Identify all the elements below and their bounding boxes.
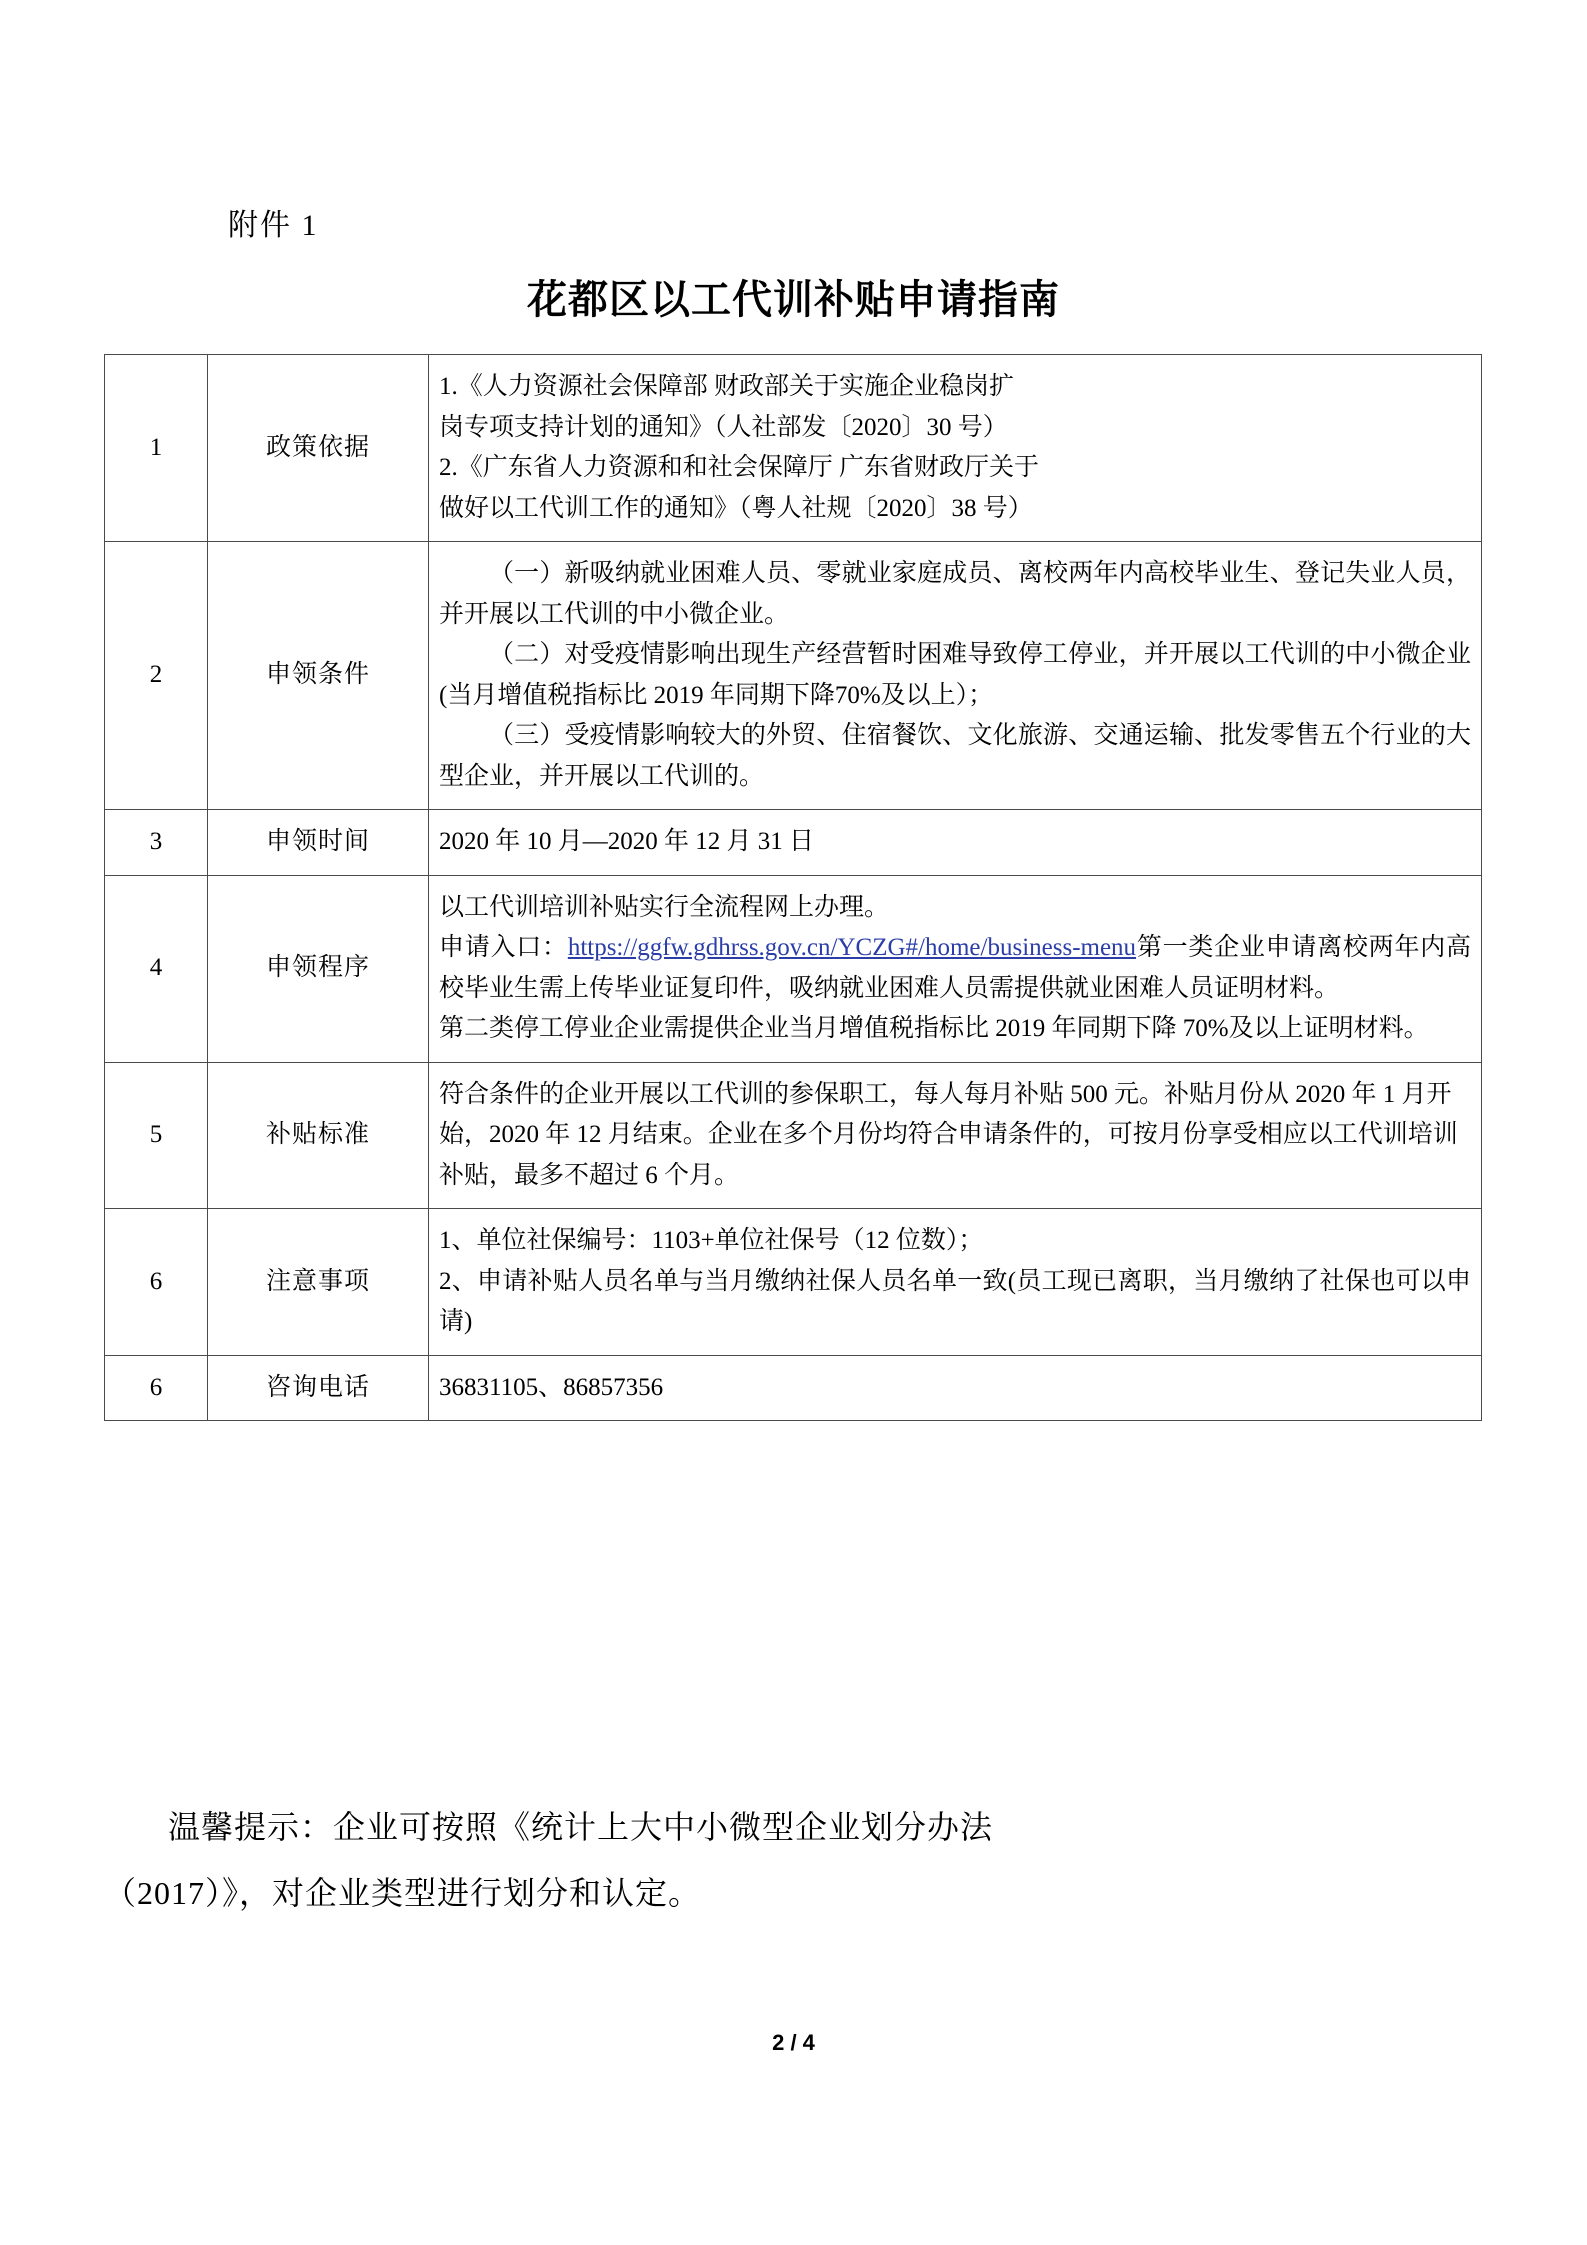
row-number: 5 <box>105 1062 208 1209</box>
row-content: 36831105、86857356 <box>429 1355 1482 1421</box>
table-row <box>105 1209 1482 1356</box>
row-number: 2 <box>105 542 208 810</box>
table-row <box>105 875 1482 1062</box>
row-number: 6 <box>105 1209 208 1356</box>
content-paragraph: （一）新吸纳就业困难人员、零就业家庭成员、离校两年内高校毕业生、登记失业人员，并开展以工代训的中小微企业。 <box>439 560 1471 628</box>
guide-table <box>104 354 1482 1421</box>
page-number: 2 / 4 <box>772 2030 815 2055</box>
row-label: 注意事项 <box>208 1209 429 1356</box>
content-line: 以工代训培训补贴实行全流程网上办理。 <box>439 893 890 921</box>
row-number: 1 <box>105 355 208 542</box>
row-content: 符合条件的企业开展以工代训的参保职工，每人每月补贴 500 元。补贴月份从 2020 年 1 月开始，2020 年 12 月结束。企业在多个月份均符合申请条件的，可按月份享受相应以工代训培训补贴，最多不超过 6 个月。 <box>429 1062 1482 1209</box>
warm-tip-line-1: 温馨提示：企业可按照《统计上大中小微型企业划分办法 <box>168 1809 994 1845</box>
table-row <box>105 1355 1482 1421</box>
row-label: 政策依据 <box>208 355 429 542</box>
row-number: 3 <box>105 810 208 876</box>
page-title: 花都区以工代训补贴申请指南 <box>527 277 1060 322</box>
row-content <box>429 875 1482 1062</box>
content-line: 2.《广东省人力资源和和社会保障厅 广东省财政厅关于 <box>439 454 1040 481</box>
application-entry-link[interactable]: https://ggfw.gdhrss.gov.cn/YCZG#/home/business-menu <box>567 934 1137 961</box>
warm-tip <box>104 1795 1482 1926</box>
row-label: 补贴标准 <box>208 1062 429 1209</box>
content-line-with-link <box>439 928 1471 1009</box>
content-line: 岗专项支持计划的通知》（人社部发〔2020〕30 号） <box>439 413 1008 441</box>
row-content <box>429 542 1482 810</box>
content-line: 2、申请补贴人员名单与当月缴纳社保人员名单一致(员工现已离职，当月缴纳了社保也可以申请) <box>439 1267 1471 1335</box>
content-line: 1.《人力资源社会保障部 财政部关于实施企业稳岗扩 <box>439 373 1015 400</box>
row-number: 4 <box>105 875 208 1062</box>
row-label: 申领时间 <box>208 810 429 876</box>
row-content <box>429 355 1482 542</box>
row-content <box>429 1209 1482 1356</box>
table-row <box>105 1062 1482 1209</box>
row-content: 2020 年 10 月—2020 年 12 月 31 日 <box>429 810 1482 876</box>
content-paragraph: （三）受疫情影响较大的外贸、住宿餐饮、文化旅游、交通运输、批发零售五个行业的大型企业，并开展以工代训的。 <box>439 722 1471 790</box>
row-label: 申领程序 <box>208 875 429 1062</box>
content-line: 1、单位社保编号：1103+单位社保号（12 位数）； <box>439 1227 984 1254</box>
entry-label: 申请入口： <box>439 934 568 961</box>
row-label: 申领条件 <box>208 542 429 810</box>
row-label: 咨询电话 <box>208 1355 429 1421</box>
table-row <box>105 542 1482 810</box>
table-row <box>105 810 1482 876</box>
table-row <box>105 355 1482 542</box>
attachment-label: 附件 1 <box>228 209 319 242</box>
row-number: 6 <box>105 1355 208 1421</box>
entry-suffix: 第一类企业申请离校两年内高校毕业生需上传毕业证复印件，吸纳就业困难人员需提供就业困难人员证明材料。 <box>439 934 1471 1002</box>
content-line: 第二类停工停业企业需提供企业当月增值税指标比 2019 年同期下降 70%及以上证明材料。 <box>439 1015 1429 1042</box>
content-paragraph: （二）对受疫情影响出现生产经营暂时困难导致停工停业，并开展以工代训的中小微企业(当月增值税指标比 2019 年同期下降70%及以上）； <box>439 641 1471 709</box>
content-line: 做好以工代训工作的通知》（粤人社规〔2020〕38 号） <box>439 494 1033 522</box>
warm-tip-line-2: （2017）》，对企业类型进行划分和认定。 <box>104 1874 702 1911</box>
